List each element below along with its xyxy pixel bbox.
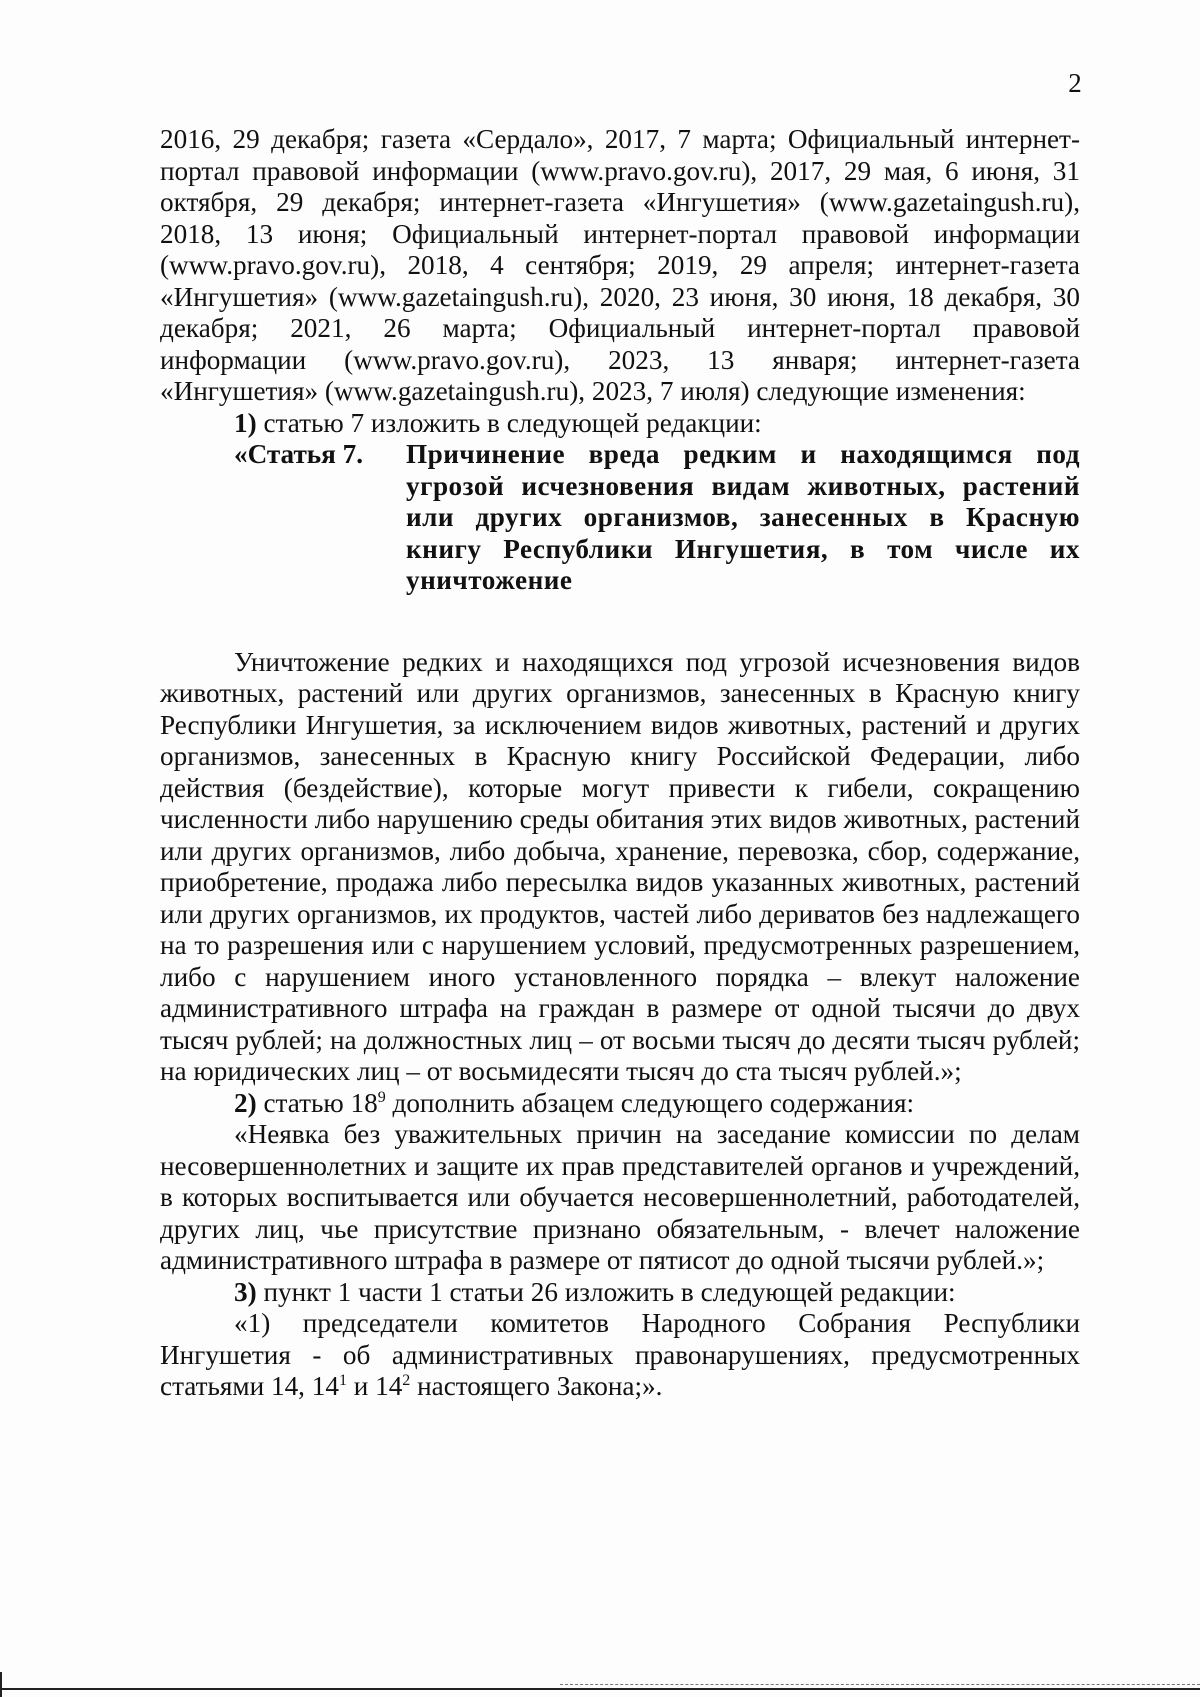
intro-paragraph: 2016, 29 декабря; газета «Сердало», 2017, 7 марта; Официальный интернет-портал правовой информации (www.pravo.gov.ru), 2017, 29 мая, 6 июня, 31 октября, 29 декабря; интернет-газета «Ингушетия» (www.gazetaingush.ru), 2018, 13 июня; Официальный интернет-портал правовой информации (www.pravo.gov.ru), 2018, 4 сентября; 2019, 29 апреля; интернет-газета «Ингушетия» (www.gazetaingush.ru), 2020, 23 июня, 30 июня, 18 декабря, 30 декабря; 2021, 26 марта; Официальный интернет-портал правовой информации (www.pravo.gov.ru), 2023, 13 января; интернет-газета «Ингушетия» (www.gazetaingush.ru), 2023, 7 июля) следующие изменения: bbox=[160, 124, 1080, 406]
article-7-title: Причинение вреда редким и находящимся под угрозой исчезновения видам животных, растений или других организмов, занесенных в Красную книгу Республики Ингушетия, в том числе их уничтожение bbox=[406, 439, 1080, 595]
item-3-paragraph bbox=[160, 1277, 1080, 1309]
item-3-quote-after: настоящего Закона;». bbox=[410, 1371, 663, 1401]
item-1-text: статью 7 изложить в следующей редакции: bbox=[256, 407, 762, 438]
page-number: 2 bbox=[1068, 68, 1082, 98]
heading-spacer bbox=[160, 597, 1080, 647]
item-3-quote-before: «1) председатели комитетов Народного Собрания Республики Ингушетия - об административных правонарушениях, предусмотренных статьями 14, 14 bbox=[160, 1308, 1080, 1401]
scan-bottom-edge bbox=[0, 1688, 1200, 1690]
article-7-heading bbox=[160, 439, 1080, 597]
scan-edge-mark bbox=[0, 1672, 2, 1697]
item-3-sup-1: 1 bbox=[338, 1371, 347, 1389]
article-7-label: «Статья 7. bbox=[234, 439, 364, 469]
item-2-text-after: дополнить абзацем следующего содержания: bbox=[385, 1087, 915, 1118]
document-body bbox=[160, 124, 1080, 1403]
item-3-number: 3) bbox=[234, 1276, 257, 1307]
item-3-quote bbox=[160, 1308, 1080, 1403]
item-3-quote-mid: и 14 bbox=[346, 1371, 403, 1401]
item-2-number: 2) bbox=[234, 1087, 257, 1118]
item-3-text: пункт 1 части 1 статьи 26 изложить в следующей редакции: bbox=[256, 1276, 956, 1307]
item-1-paragraph bbox=[160, 408, 1080, 440]
item-2-paragraph bbox=[160, 1088, 1080, 1120]
item-1-number: 1) bbox=[234, 407, 257, 438]
scan-dashed-line bbox=[560, 1684, 1200, 1685]
item-3-sup-2: 2 bbox=[402, 1371, 411, 1389]
item-2-quote: «Неявка без уважительных причин на заседание комиссии по делам несовершеннолетних и защите их прав представителей органов и учреждений, в которых воспитывается или обучается несовершеннолетний, работодателей, других лиц, чье присутствие признано обязательным, - влечет наложение административного штрафа в размере от пятисот до одной тысячи рублей.»; bbox=[160, 1119, 1080, 1275]
item-2-sup: 9 bbox=[377, 1088, 386, 1106]
item-2-text-before: статью 18 bbox=[256, 1087, 378, 1118]
article-7-body: Уничтожение редких и находящихся под угрозой исчезновения видов животных, растений или других организмов, занесенных в Красную книгу Республики Ингушетия, за исключением видов животных, растений и других организмов, занесенных в Красную книгу Российской Федерации, либо действия (бездействие), которые могут привести к гибели, сокращению численности либо нарушению среды обитания этих видов животных, растений или других организмов, либо добыча, хранение, перевозка, сбор, содержание, приобретение, продажа либо пересылка видов указанных животных, растений или других организмов, их продуктов, частей либо дериватов без надлежащего на то разрешения или с нарушением условий, предусмотренных разрешением, либо с нарушением иного установленного порядка – влекут наложение административного штрафа на граждан в размере от одной тысячи до двух тысяч рублей; на должностных лиц – от восьми тысяч до десяти тысяч рублей; на юридических лиц – от восьмидесяти тысяч до ста тысяч рублей.»; bbox=[160, 646, 1080, 1086]
